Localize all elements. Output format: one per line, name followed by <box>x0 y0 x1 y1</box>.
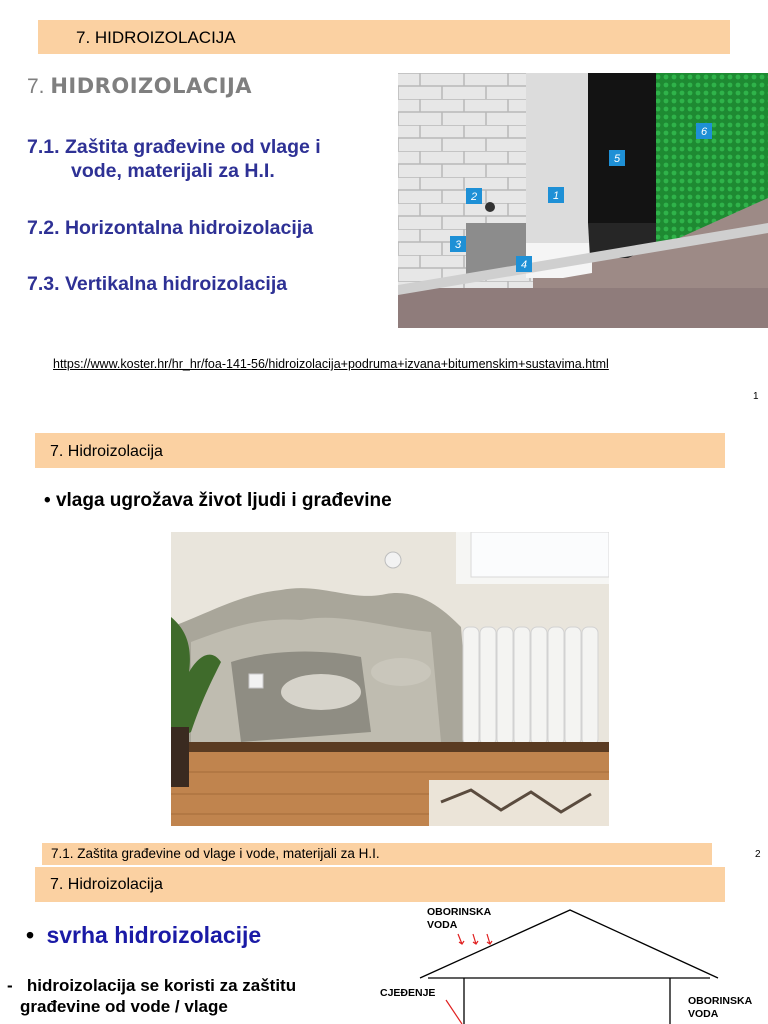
label-rain-right-1: OBORINSKA <box>688 995 753 1007</box>
dash-item-line2: građevine od vode / vlage <box>20 997 228 1016</box>
photo-label-6: 6 <box>701 126 708 138</box>
bullet-dot: • <box>26 922 35 948</box>
page-number-2: 2 <box>755 849 761 860</box>
dash-item-line1: hidroizolacija se koristi za zaštitu <box>26 976 297 995</box>
roof-line <box>420 910 718 978</box>
slide-1-header: 7. HIDROIZOLACIJA <box>76 28 236 47</box>
slide-2-bullet-text: vlaga ugrožava život ljudi i građevine <box>55 490 392 511</box>
slide-2-caption: 7.1. Zaštita građevine od vlage i vode, materijali za H.I. <box>51 846 380 861</box>
slide-1 <box>0 0 768 420</box>
dash-marker: - <box>7 976 13 995</box>
slide-2-header: 7. Hidroizolacija <box>50 443 163 460</box>
source-link[interactable]: https://www.koster.hr/hr_hr/foa-141-56/hidroizolacija+podruma+izvana+bitumenskim+sustavima.html <box>53 357 609 371</box>
title-number: 7. <box>27 75 45 98</box>
label-seep: CJEĐENJE <box>380 987 436 999</box>
photo-label-5: 5 <box>614 153 621 165</box>
slide-3-bullet <box>26 922 261 949</box>
house-moisture-diagram <box>370 900 768 1024</box>
label-rain-top-1: OBORINSKA <box>427 906 492 918</box>
slide-1-title <box>27 74 252 99</box>
slide-3-header: 7. Hidroizolacija <box>50 876 163 893</box>
slide-2-bullet <box>44 490 392 512</box>
slide-3-bullet-text: svrha hidroizolacije <box>46 922 262 948</box>
toc-item-7-1-line2: vode, materijali za H.I. <box>71 160 275 182</box>
toc-item-7-1-line1: 7.1. Zaštita građevine od vlage i <box>27 136 321 158</box>
rain-arrows <box>446 934 492 1024</box>
photo-label-1: 1 <box>553 190 560 202</box>
photo-label-3: 3 <box>455 239 462 251</box>
bullet-dot: • <box>44 490 51 511</box>
title-text: HIDROIZOLACIJA <box>50 74 253 98</box>
toc-item-7-2: 7.2. Horizontalna hidroizolacija <box>27 217 314 239</box>
moldy-wall-photo <box>171 532 609 826</box>
waterproofing-layers-photo <box>398 73 768 328</box>
page-number-1: 1 <box>753 391 759 402</box>
toc-item-7-3: 7.3. Vertikalna hidroizolacija <box>27 273 288 295</box>
label-rain-top-2: VODA <box>427 919 458 931</box>
photo-label-2: 2 <box>471 191 478 203</box>
photo-label-4: 4 <box>521 259 528 271</box>
slide-3-dash-item <box>7 975 296 1017</box>
toc-item-7-1 <box>27 135 321 183</box>
label-rain-right-2: VODA <box>688 1008 719 1020</box>
